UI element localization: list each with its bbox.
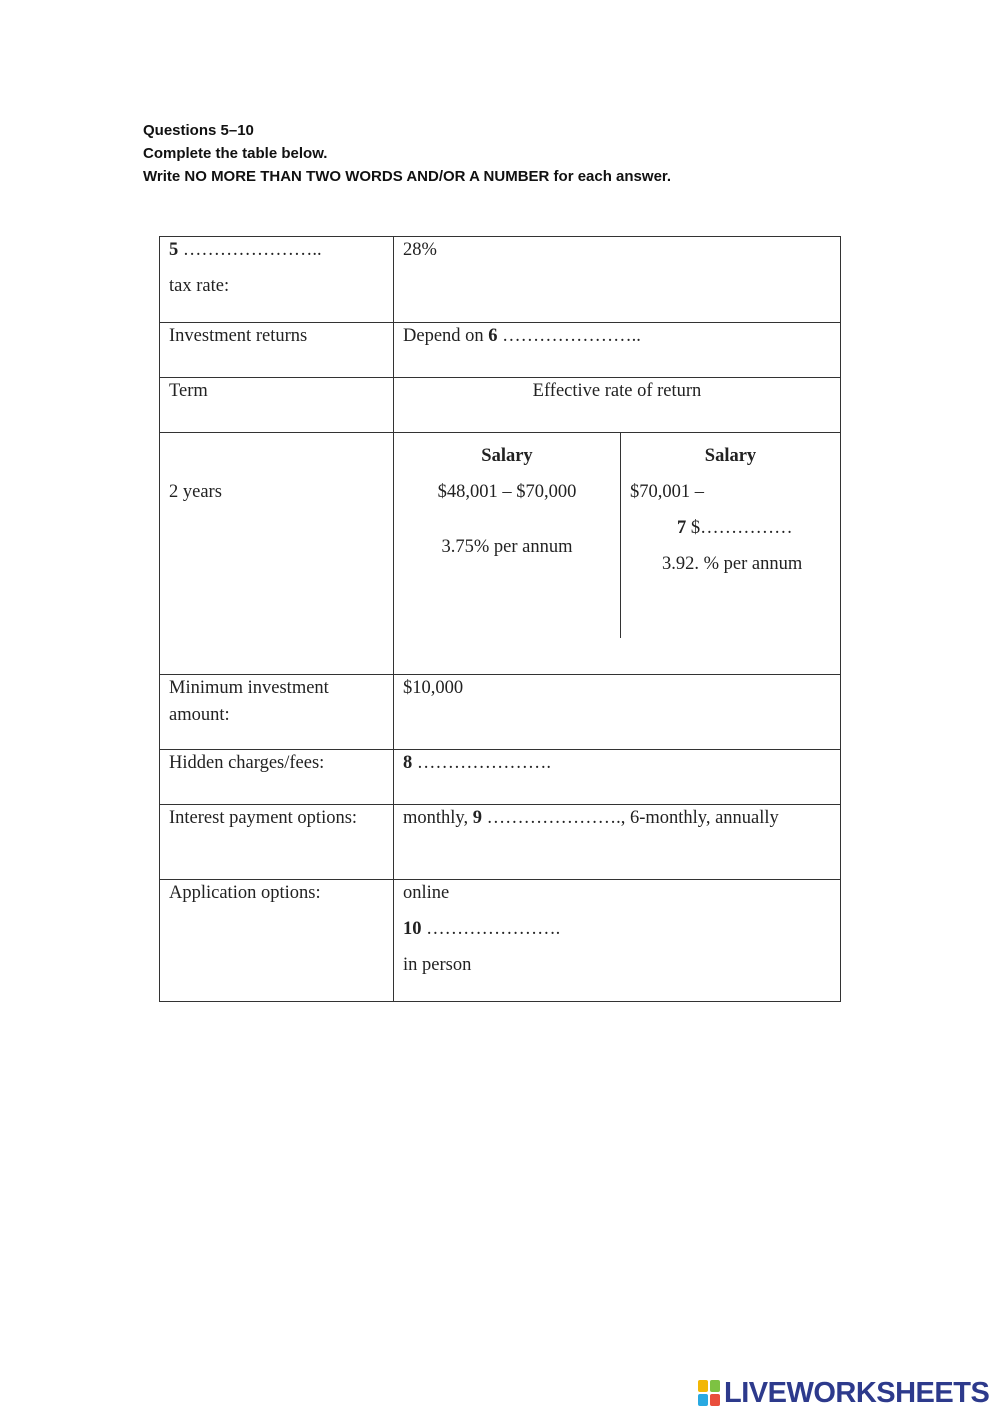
answer-blank-10[interactable]: …………………. — [421, 919, 561, 939]
liveworksheets-logo-icon — [698, 1380, 720, 1406]
worksheet-table — [159, 236, 841, 1002]
instruction-word-limit: Write NO MORE THAN TWO WORDS AND/OR A NUMBER for each answer. — [143, 168, 672, 185]
question-number-8: 8 — [403, 753, 413, 773]
application-online: online — [403, 883, 450, 903]
salary-subtable — [394, 433, 840, 638]
table-row — [160, 880, 841, 1002]
minimum-investment-value: $10,000 — [394, 675, 841, 750]
salary-range-left: $48,001 – $70,000 — [437, 482, 577, 502]
instructions — [143, 119, 671, 188]
salary-band-left — [394, 433, 621, 638]
interest-suffix: , 6-monthly, annually — [620, 808, 779, 828]
returns-prefix: Depend on — [403, 326, 489, 346]
instruction-complete: Complete the table below. — [143, 145, 328, 162]
salary-heading-left: Salary — [481, 446, 533, 466]
brand-wordmark: LIVEWORKSHEETS — [724, 1377, 990, 1409]
question-number-5: 5 — [169, 240, 179, 260]
salary-band-right — [621, 433, 841, 638]
years-rates-cell — [394, 433, 841, 675]
answer-blank-8[interactable]: …………………. — [412, 753, 551, 773]
questions-heading: Questions 5–10 — [143, 122, 254, 139]
years-label: 2 years — [160, 433, 394, 675]
answer-blank-6[interactable]: ………………….. — [497, 326, 641, 346]
tax-label-cell — [160, 237, 394, 323]
hidden-charges-value — [394, 750, 841, 805]
interest-payment-value — [394, 805, 841, 880]
table-row — [160, 433, 841, 675]
answer-blank-9[interactable]: …………………. — [481, 808, 621, 828]
application-options-label: Application options: — [160, 880, 394, 1002]
rate-left: 3.75% per annum — [441, 537, 573, 557]
answer-blank-7[interactable]: $…………… — [686, 518, 793, 538]
application-in-person: in person — [403, 955, 472, 975]
term-value: Effective rate of return — [394, 378, 841, 433]
salary-range-right: $70,001 – — [630, 482, 704, 502]
question-number-7: 7 — [677, 518, 687, 538]
table-row — [160, 805, 841, 880]
tax-rate-value: 28% — [403, 240, 437, 260]
investment-returns-label: Investment returns — [160, 323, 394, 378]
table-row — [160, 237, 841, 323]
tax-rate-label: tax rate: — [169, 276, 230, 296]
minimum-investment-label: Minimum investment amount: — [160, 675, 394, 750]
investment-returns-value — [394, 323, 841, 378]
table-row — [160, 750, 841, 805]
table-row — [160, 675, 841, 750]
question-number-6: 6 — [488, 326, 498, 346]
table-row — [160, 323, 841, 378]
rate-right: 3.92. % per annum — [662, 554, 803, 574]
salary-heading-right: Salary — [704, 446, 757, 466]
question-number-10: 10 — [403, 919, 422, 939]
hidden-charges-label: Hidden charges/fees: — [160, 750, 394, 805]
question-number-9: 9 — [472, 808, 482, 828]
term-label: Term — [160, 378, 394, 433]
answer-blank-5[interactable]: ………………….. — [178, 240, 322, 260]
liveworksheets-brand — [698, 1378, 989, 1408]
table-row — [160, 378, 841, 433]
interest-payment-label: Interest payment options: — [160, 805, 394, 880]
application-options-value — [394, 880, 841, 1002]
tax-value-cell — [394, 237, 841, 323]
interest-prefix: monthly, — [403, 808, 473, 828]
